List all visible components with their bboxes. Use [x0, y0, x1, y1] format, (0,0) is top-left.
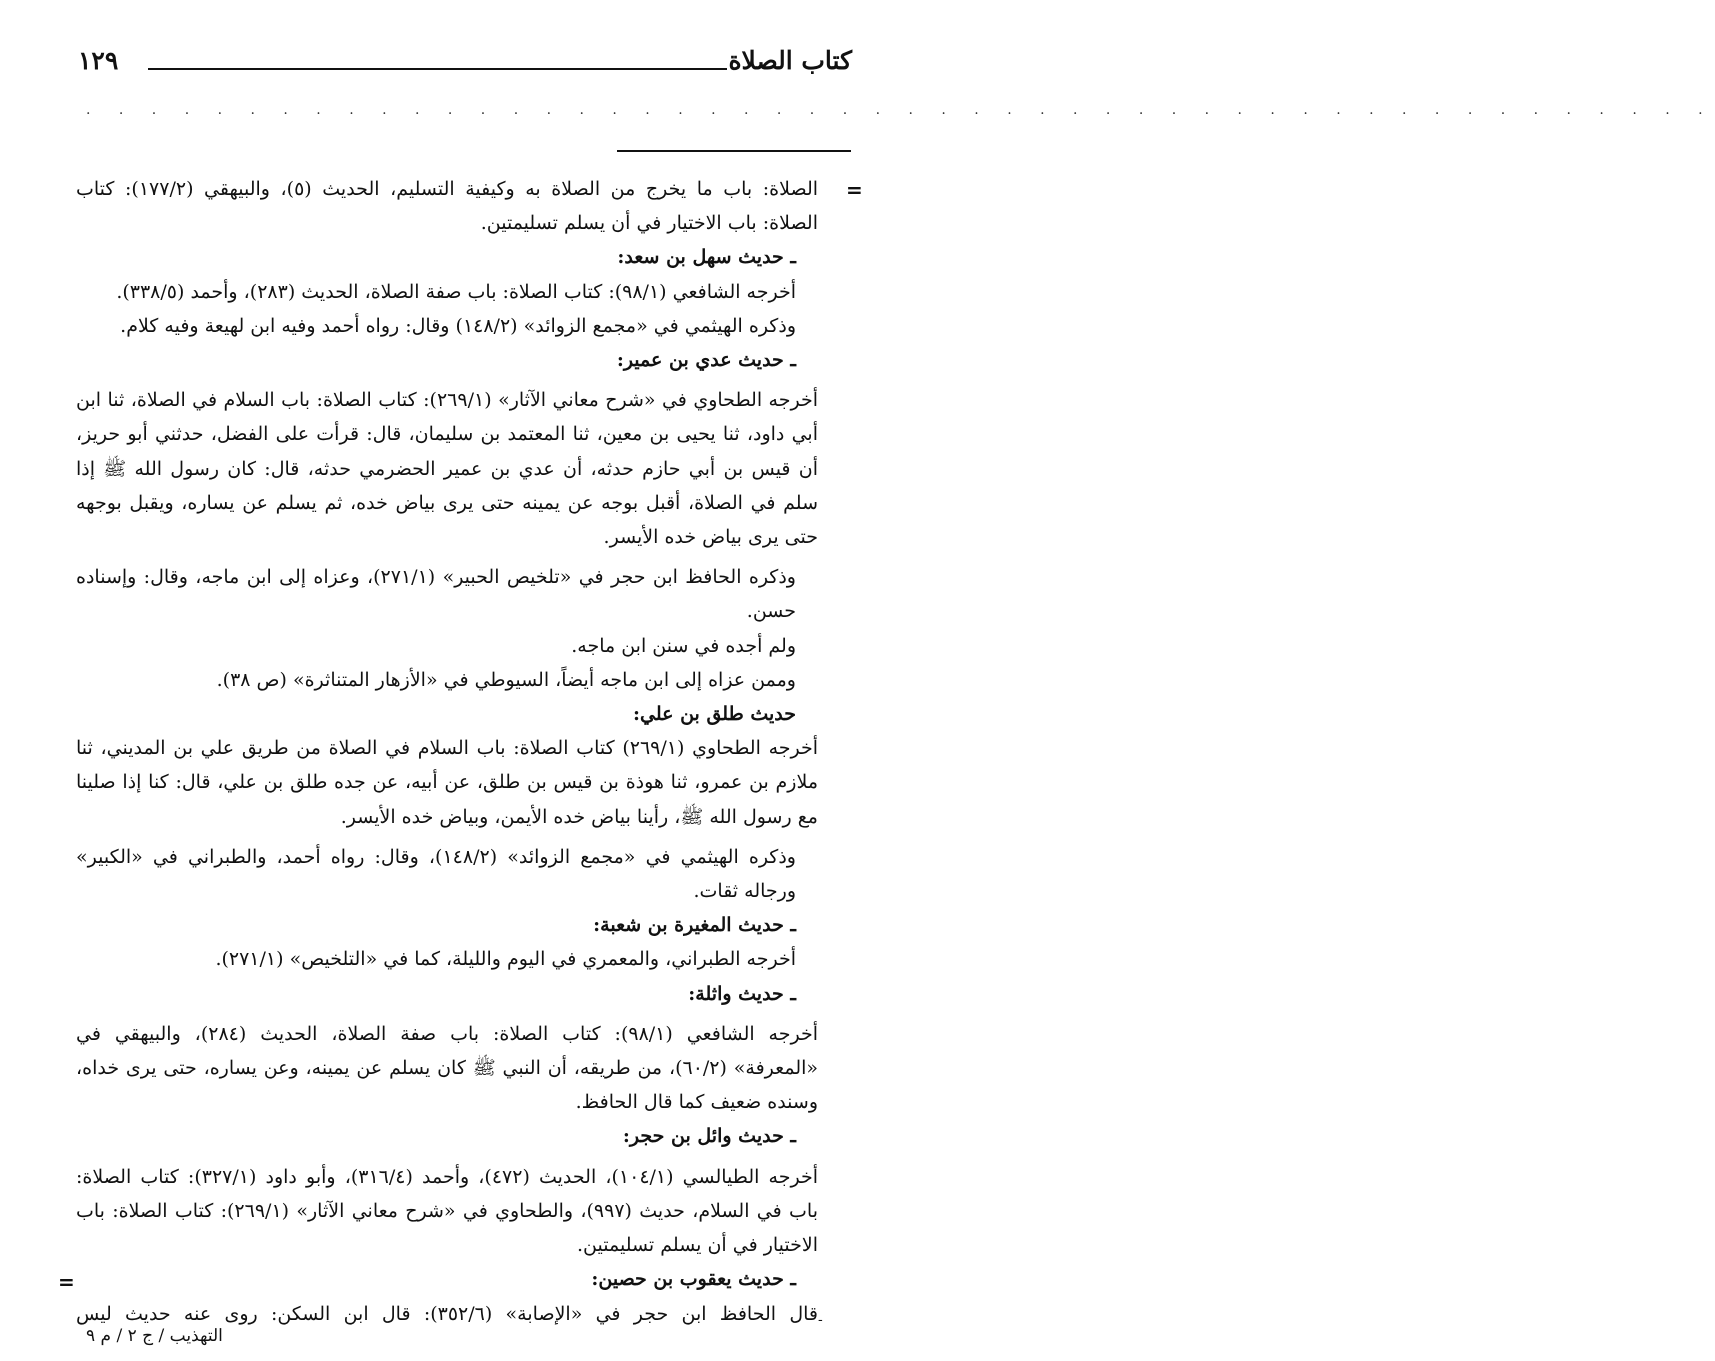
- footnote-paragraph: قال الحافظ ابن حجر في «الإصابة» (٣٥٢/٦): قال ابن السكن: روى عنه حديث ليس: [76, 1302, 818, 1325]
- book-title: كتاب الصلاة: [728, 46, 852, 75]
- footnote-rule: [617, 150, 851, 152]
- running-header: [78, 46, 852, 86]
- footnote-paragraph: الصلاة: باب ما يخرج من الصلاة به وكيفية التسليم، الحديث (٥)، والبيهقي (١٧٧/٢): كتاب الصلاة: باب الاختيار في أن يسلم تسليمتين.: [76, 178, 819, 235]
- header-rule: [148, 68, 727, 70]
- footer-signature: التهذيب / ج ٢ / م ٩: [86, 1326, 223, 1346]
- footnote-paragraph: أخرجه الطيالسي (١٠٤/١)، الحديث (٤٧٢)، وأحمد (٣١٦/٤)، وأبو داود (٣٢٧/١): كتاب الصلاة: باب في السلام، حديث (٩٩٧)، والطحاوي في «شرح معاني الآثار» (٢٦٩/١): كتاب الصلاة: باب الاختيار في أن يسلم تسليمتين.: [76, 1165, 818, 1257]
- hadith-heading: ـ حديث سهل بن سعد:: [617, 246, 796, 269]
- hadith-heading: ـ حديث عدي بن عمير:: [616, 349, 796, 372]
- hadith-heading: ـ حديث يعقوب بن حصين:: [591, 1268, 796, 1291]
- continuation-mark-bottom: =: [58, 1270, 75, 1294]
- footnote-paragraph: وذكره الحافظ ابن حجر في «تلخيص الحبير» (٢٧١/١)، وعزاه إلى ابن ماجه، وقال: وإسناده حسن.: [76, 566, 796, 623]
- footnote-paragraph: أخرجه الشافعي (٩٨/١): كتاب الصلاة: باب صفة الصلاة، الحديث (٢٨٤)، والبيهقي في «المعرفة» (٦٠/٢)، من طريقه، أن النبي ﷺ كان يسلم عن يمينه، وعن يساره، حتى يرى خداه، وسنده ضعيف كما قال الحافظ.: [76, 1022, 819, 1114]
- footer-dash: -: [818, 1312, 823, 1328]
- footnote-paragraph: أخرجه الطحاوي في «شرح معاني الآثار» (٢٦٩/١): كتاب الصلاة: باب السلام في الصلاة، ثنا ابن أبي داود، ثنا يحيى بن معين، ثنا المعتمد بن سليمان، قال: قرأت على الفضل، حدثني أبو حريز، أن قيس بن أبي حازم حدثه، أن عدي بن عمير الحضرمي حدثه، قال: كان رسول الله ﷺ إذا سلم في الصلاة، أقبل بوجه عن يمينه حتى يرى بياض خده، ثم يسلم عن يساره، ويقبل بوجهه حتى يرى بياض خده الأيسر.: [76, 389, 818, 549]
- hadith-heading: حديث طلق بن علي:: [633, 703, 796, 726]
- footnote-paragraph: وذكره الهيثمي في «مجمع الزوائد» (١٤٨/٢) وقال: رواه أحمد وفيه ابن لهيعة وفيه كلام.: [120, 314, 796, 337]
- page-number: ١٢٩: [78, 46, 119, 75]
- hadith-heading: ـ حديث واثلة:: [688, 982, 796, 1005]
- hadith-heading: ـ حديث وائل بن حجر:: [622, 1125, 796, 1148]
- continuation-mark-top: =: [846, 178, 863, 202]
- dotted-separator: . . . . . . . . . . . . . . . . . . . . . . . . . . . . . . . . . . . . . . . . . . . . . . . . . .: [86, 102, 1715, 118]
- footnote-paragraph: وذكره الهيثمي في «مجمع الزوائد» (١٤٨/٢)، وقال: رواه أحمد، والطبراني في «الكبير» ورجاله ثقات.: [76, 845, 796, 903]
- footnote-paragraph: أخرجه الشافعي (٩٨/١): كتاب الصلاة: باب صفة الصلاة، الحديث (٢٨٣)، وأحمد (٣٣٨/٥).: [116, 280, 796, 303]
- footnote-paragraph: ولم أجده في سنن ابن ماجه.: [571, 634, 796, 657]
- hadith-heading: ـ حديث المغيرة بن شعبة:: [593, 914, 796, 937]
- footnote-paragraph: أخرجه الطحاوي (٢٦٩/١) كتاب الصلاة: باب السلام في الصلاة من طريق علي بن المديني، ثنا ملازم بن عمرو، ثنا هوذة بن قيس بن طلق، عن أبيه، عن جده طلق بن علي، قال: كنا إذا صلينا مع رسول الله ﷺ، رأينا بياض خده الأيمن، وبياض خده الأيسر.: [76, 737, 819, 828]
- footnote-paragraph: وممن عزاه إلى ابن ماجه أيضاً، السيوطي في «الأزهار المتناثرة» (ص ٣٨).: [216, 668, 796, 691]
- footnote-paragraph: أخرجه الطبراني، والمعمري في اليوم والليلة، كما في «التلخيص» (٢٧١/١).: [215, 948, 796, 971]
- footnote-text: [76, 172, 818, 1331]
